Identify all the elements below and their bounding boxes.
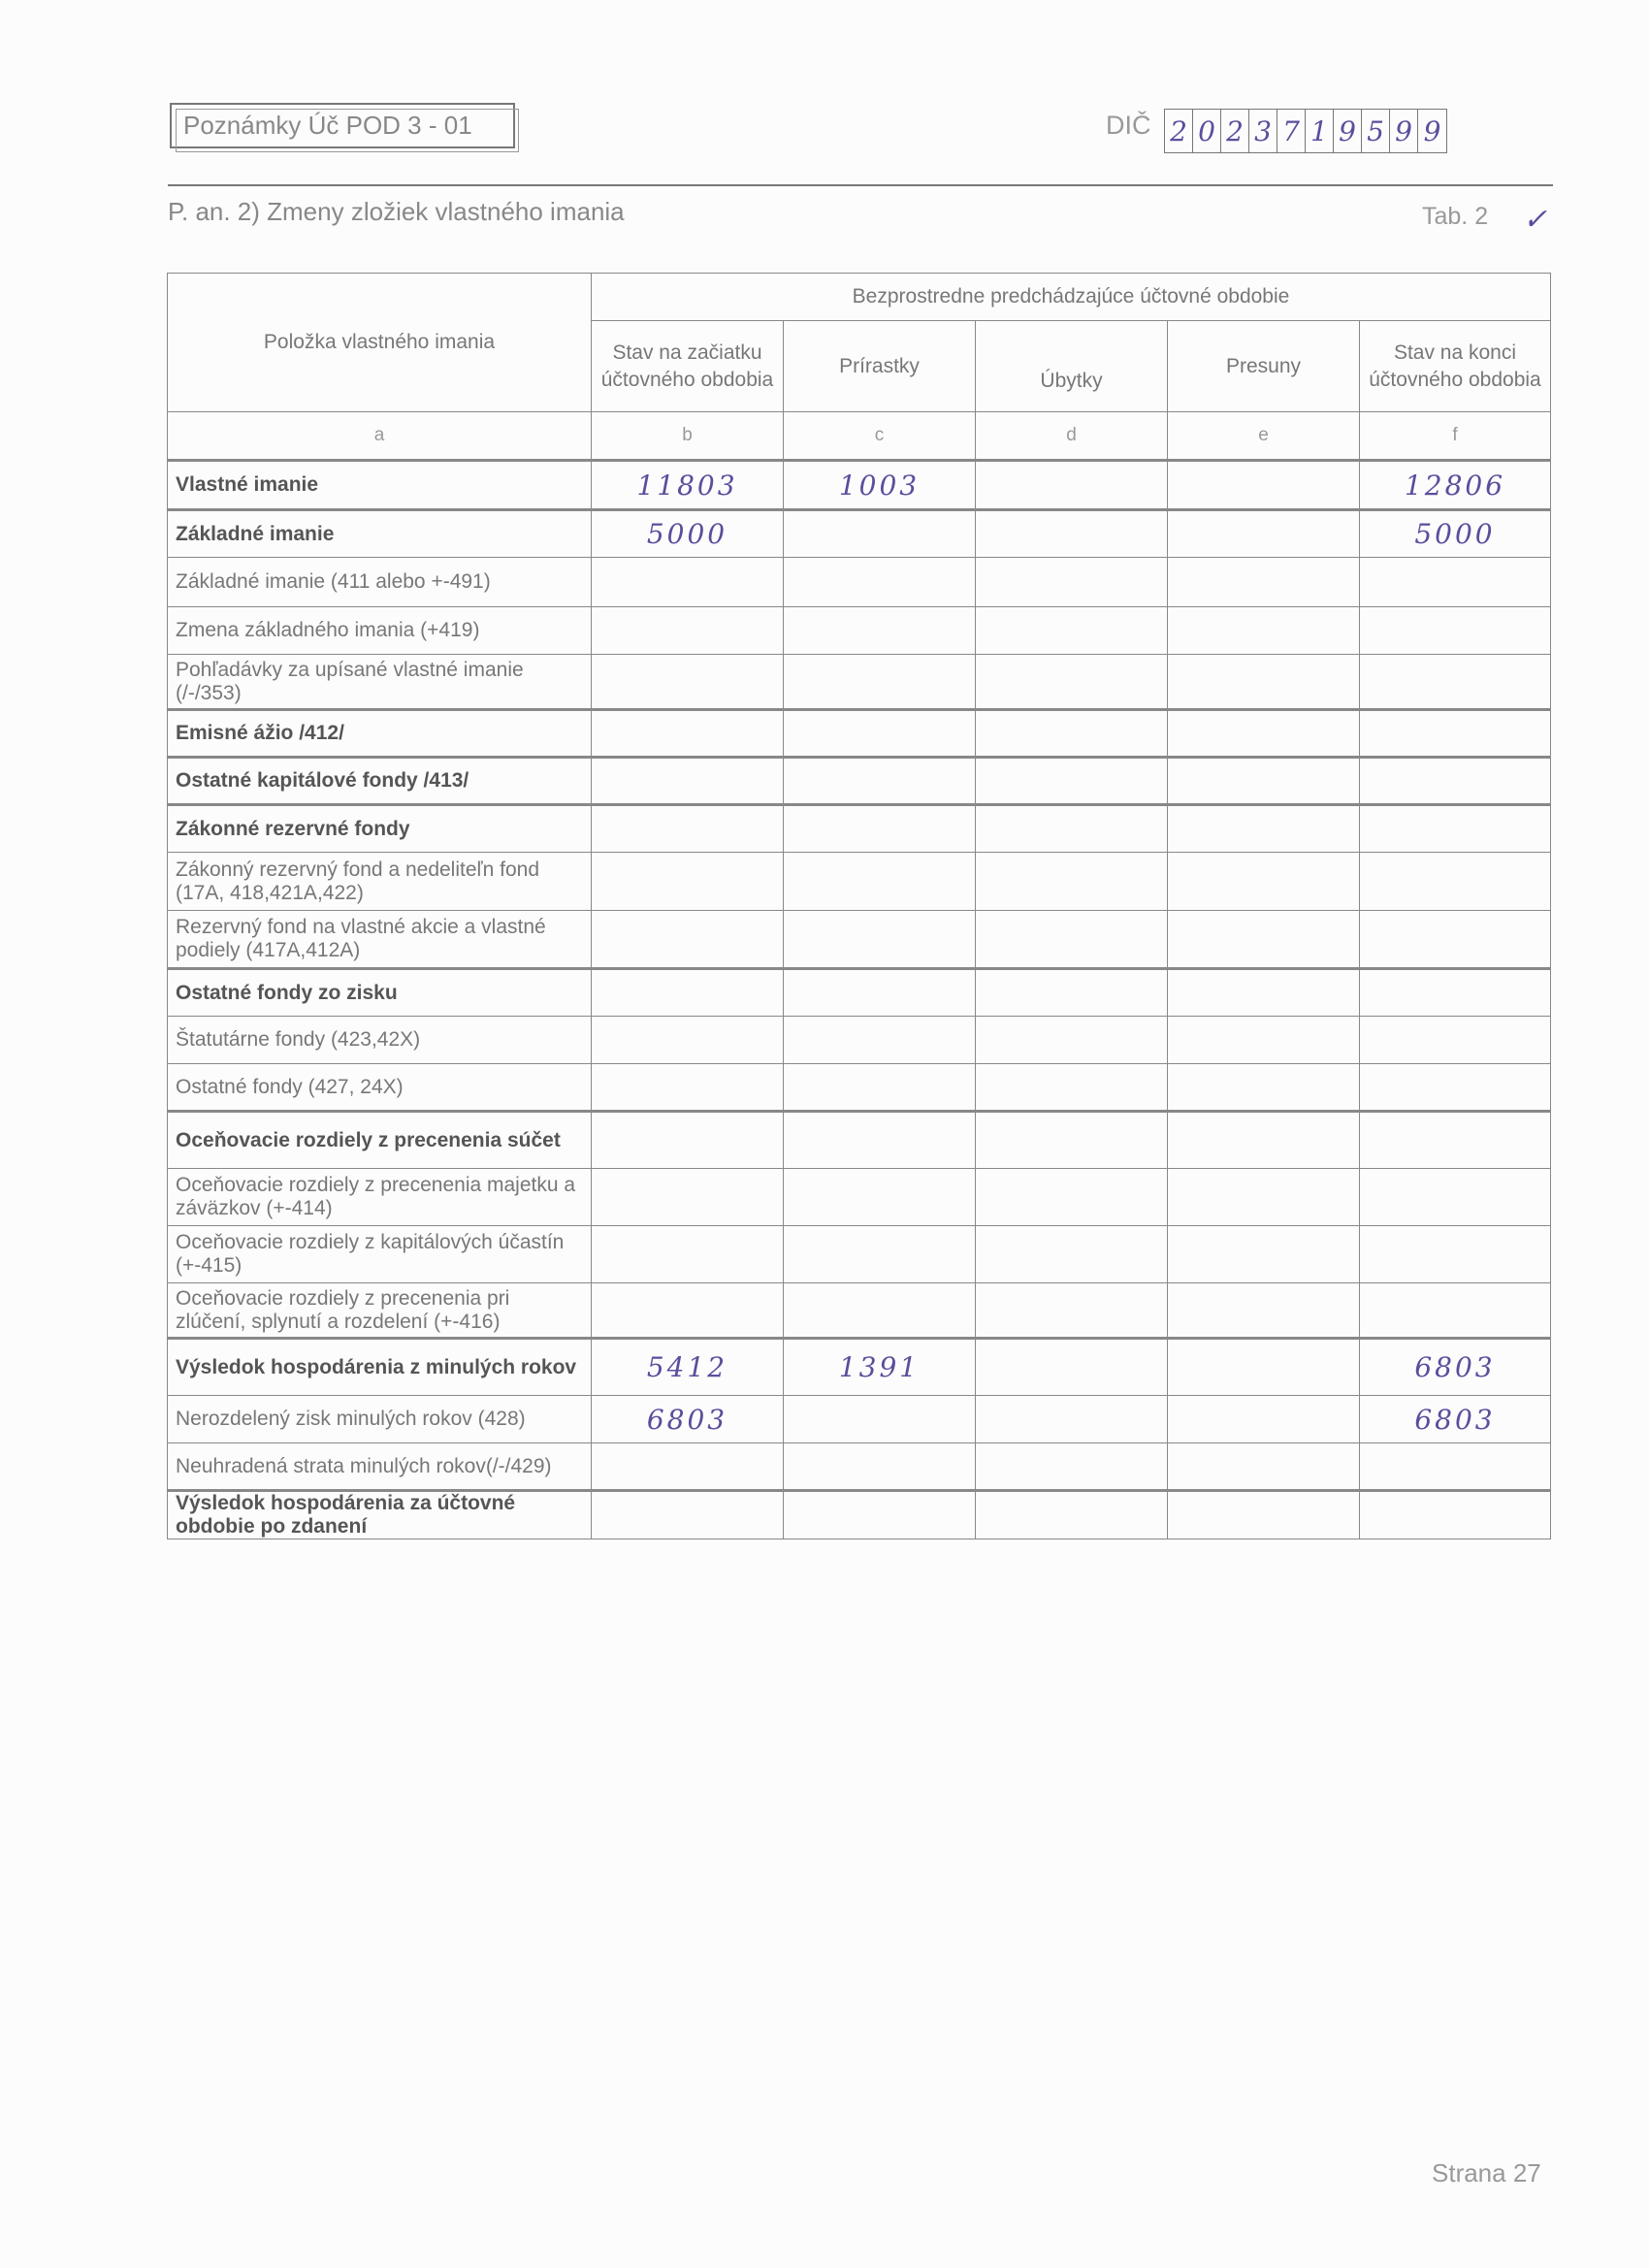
value-cell — [1360, 558, 1551, 607]
table-row — [168, 758, 1551, 805]
row-label: Zákonný rezervný fond a nedeliteľn fond (17A, 418,421A,422) — [168, 853, 592, 911]
form-id-box — [170, 103, 515, 148]
value-cell — [784, 1396, 976, 1443]
value-cell — [784, 710, 976, 758]
table-row — [168, 1339, 1551, 1396]
col-header-increases: Prírastky — [784, 321, 976, 412]
col-header-end: Stav na konci účtovného obdobia — [1360, 321, 1551, 412]
value-cell — [1360, 1443, 1551, 1491]
dic-label: DIČ — [1106, 111, 1151, 140]
value-cell — [1360, 1226, 1551, 1283]
value-cell — [592, 1226, 784, 1283]
dic-digit-box: 3 — [1249, 110, 1277, 152]
column-letter: d — [976, 412, 1168, 461]
row-label: Ostatné fondy zo zisku — [168, 969, 592, 1017]
value-cell — [784, 911, 976, 969]
row-label: Základné imanie — [168, 510, 592, 558]
row-label: Výsledok hospodárenia z minulých rokov — [168, 1339, 592, 1396]
value-cell — [592, 1443, 784, 1491]
value-cell — [1168, 758, 1360, 805]
check-mark-icon: ✓ — [1523, 204, 1548, 236]
value-cell — [976, 853, 1168, 911]
value-cell — [784, 1017, 976, 1064]
value-cell — [592, 1283, 784, 1339]
table-row — [168, 461, 1551, 510]
row-label: Oceňovacie rozdiely z precenenia majetku a záväzkov (+-414) — [168, 1169, 592, 1226]
col-header-start: Stav na začiatku účtovného obdobia — [592, 321, 784, 412]
dic-digit-box: 7 — [1277, 110, 1306, 152]
value-cell — [592, 1491, 784, 1539]
value-cell — [976, 911, 1168, 969]
value-cell — [1360, 1169, 1551, 1226]
value-cell — [1168, 1169, 1360, 1226]
value-cell — [1360, 805, 1551, 853]
value-cell — [1168, 1017, 1360, 1064]
table-row — [168, 655, 1551, 710]
dic-digit-boxes — [1164, 109, 1447, 153]
value-cell — [1168, 1396, 1360, 1443]
value-cell — [592, 805, 784, 853]
row-label: Nerozdelený zisk minulých rokov (428) — [168, 1396, 592, 1443]
value-cell — [1360, 1064, 1551, 1112]
value-cell — [784, 805, 976, 853]
value-cell — [1360, 1283, 1551, 1339]
row-label: Oceňovacie rozdiely z precenenia súčet — [168, 1112, 592, 1169]
value-cell — [592, 1169, 784, 1226]
value-cell — [1360, 758, 1551, 805]
value-cell — [1168, 607, 1360, 655]
period-group-header: Bezprostredne predchádzajúce účtovné obdobie — [592, 274, 1551, 321]
row-label: Vlastné imanie — [168, 461, 592, 510]
row-label: Výsledok hospodárenia za účtovné obdobie po zdanení — [168, 1491, 592, 1539]
value-cell — [592, 758, 784, 805]
value-cell — [976, 461, 1168, 510]
value-cell — [976, 1396, 1168, 1443]
row-label: Ostatné kapitálové fondy /413/ — [168, 758, 592, 805]
value-cell — [976, 1064, 1168, 1112]
value-cell — [784, 758, 976, 805]
form-id-text: Poznámky Úč POD 3 - 01 — [183, 111, 472, 140]
value-cell — [1360, 1017, 1551, 1064]
equity-changes-table — [167, 273, 1551, 1539]
value-cell — [976, 1226, 1168, 1283]
value-cell — [784, 1064, 976, 1112]
section-title: P. an. 2) Zmeny zložiek vlastného imania — [168, 197, 625, 226]
value-cell — [976, 758, 1168, 805]
table-row — [168, 1443, 1551, 1491]
value-cell — [976, 969, 1168, 1017]
value-cell — [592, 853, 784, 911]
value-cell — [784, 1443, 976, 1491]
row-label: Zmena základného imania (+419) — [168, 607, 592, 655]
table-row — [168, 558, 1551, 607]
table-row — [168, 1226, 1551, 1283]
page-number: Strana 27 — [1432, 2158, 1541, 2187]
value-cell — [976, 1017, 1168, 1064]
value-cell — [976, 607, 1168, 655]
value-cell — [592, 1017, 784, 1064]
dic-digit-box: 9 — [1423, 114, 1441, 147]
col-header-transfers: Presuny — [1168, 321, 1360, 412]
dic-digit-box: 2 — [1221, 110, 1249, 152]
table-row — [168, 1283, 1551, 1339]
dic-digit-box: 0 — [1193, 110, 1221, 152]
row-label: Štatutárne fondy (423,42X) — [168, 1017, 592, 1064]
table-row — [168, 805, 1551, 853]
value-cell — [1168, 710, 1360, 758]
row-label: Rezervný fond na vlastné akcie a vlastné podiely (417A,412A) — [168, 911, 592, 969]
value-cell — [784, 1169, 976, 1226]
value-cell — [1168, 969, 1360, 1017]
value-cell — [1168, 558, 1360, 607]
value-cell — [976, 558, 1168, 607]
value-cell — [592, 1064, 784, 1112]
row-label: Zákonné rezervné fondy — [168, 805, 592, 853]
value-cell — [592, 710, 784, 758]
value-cell — [1360, 607, 1551, 655]
value-cell — [1168, 1283, 1360, 1339]
value-cell — [592, 655, 784, 710]
table-row — [168, 1396, 1551, 1443]
table-row — [168, 911, 1551, 969]
value-cell — [1168, 461, 1360, 510]
value-cell: 6803 — [592, 1396, 784, 1443]
table-row — [168, 710, 1551, 758]
row-label: Oceňovacie rozdiely z kapitálových účastín (+-415) — [168, 1226, 592, 1283]
value-cell — [784, 558, 976, 607]
value-cell — [976, 655, 1168, 710]
value-cell — [784, 1226, 976, 1283]
dic-digit-box: 1 — [1306, 110, 1334, 152]
row-label: Pohľadávky za upísané vlastné imanie (/-/353) — [168, 655, 592, 710]
table-row — [168, 1064, 1551, 1112]
value-cell — [976, 1112, 1168, 1169]
value-cell: 5412 — [592, 1339, 784, 1396]
value-cell — [784, 655, 976, 710]
dic-digit-box: 9 — [1334, 110, 1362, 152]
value-cell — [1168, 655, 1360, 710]
value-cell — [784, 853, 976, 911]
value-cell — [1168, 1491, 1360, 1539]
value-cell: 6803 — [1360, 1396, 1551, 1443]
value-cell: 12806 — [1360, 461, 1551, 510]
value-cell — [784, 1283, 976, 1339]
value-cell — [976, 1339, 1168, 1396]
value-cell — [976, 1169, 1168, 1226]
value-cell — [784, 510, 976, 558]
table-row — [168, 607, 1551, 655]
row-label: Emisné ážio /412/ — [168, 710, 592, 758]
value-cell — [592, 969, 784, 1017]
value-cell — [1168, 1443, 1360, 1491]
value-cell — [976, 1443, 1168, 1491]
table-number-label: Tab. 2 — [1422, 203, 1489, 230]
column-letter: b — [592, 412, 784, 461]
row-label: Ostatné fondy (427, 24X) — [168, 1064, 592, 1112]
value-cell — [1360, 969, 1551, 1017]
table-row — [168, 969, 1551, 1017]
value-cell: 5000 — [1360, 510, 1551, 558]
value-cell — [592, 558, 784, 607]
value-cell — [784, 1491, 976, 1539]
value-cell — [1360, 1112, 1551, 1169]
col-header-decreases: Úbytky — [976, 321, 1168, 412]
table-row — [168, 853, 1551, 911]
value-cell — [592, 911, 784, 969]
table-row — [168, 1017, 1551, 1064]
dic-digit-box: 2 — [1165, 110, 1193, 152]
table-row — [168, 1169, 1551, 1226]
value-cell — [592, 607, 784, 655]
column-letter: e — [1168, 412, 1360, 461]
value-cell — [1168, 805, 1360, 853]
value-cell — [1360, 655, 1551, 710]
header-divider — [168, 184, 1553, 186]
row-label: Základné imanie (411 alebo +-491) — [168, 558, 592, 607]
value-cell — [1360, 1491, 1551, 1539]
value-cell: 5000 — [592, 510, 784, 558]
table-row — [168, 1491, 1551, 1539]
row-label: Neuhradená strata minulých rokov(/-/429) — [168, 1443, 592, 1491]
value-cell — [976, 510, 1168, 558]
value-cell — [784, 969, 976, 1017]
value-cell: 11803 — [592, 461, 784, 510]
column-letter: a — [168, 412, 592, 461]
dic-digit-box: 5 — [1362, 110, 1390, 152]
value-cell — [1360, 853, 1551, 911]
value-cell — [976, 710, 1168, 758]
value-cell — [976, 1283, 1168, 1339]
value-cell — [1168, 1226, 1360, 1283]
value-cell — [976, 805, 1168, 853]
dic-digit-box: 9 — [1390, 110, 1418, 152]
table-row — [168, 510, 1551, 558]
item-column-header: Položka vlastného imania — [168, 274, 592, 412]
value-cell — [1168, 510, 1360, 558]
value-cell — [1168, 1339, 1360, 1396]
value-cell — [1360, 911, 1551, 969]
value-cell — [1168, 1064, 1360, 1112]
value-cell — [1168, 1112, 1360, 1169]
table-body — [168, 461, 1551, 1539]
value-cell: 1391 — [784, 1339, 976, 1396]
value-cell: 6803 — [1360, 1339, 1551, 1396]
value-cell — [976, 1491, 1168, 1539]
value-cell — [592, 1112, 784, 1169]
column-letter: f — [1360, 412, 1551, 461]
value-cell — [1168, 911, 1360, 969]
column-letter-row — [168, 412, 1551, 461]
row-label: Oceňovacie rozdiely z precenenia pri zlúčení, splynutí a rozdelení (+-416) — [168, 1283, 592, 1339]
table-row — [168, 1112, 1551, 1169]
value-cell — [784, 607, 976, 655]
value-cell — [1168, 853, 1360, 911]
value-cell — [1360, 710, 1551, 758]
value-cell — [784, 1112, 976, 1169]
column-letter: c — [784, 412, 976, 461]
value-cell: 1003 — [784, 461, 976, 510]
